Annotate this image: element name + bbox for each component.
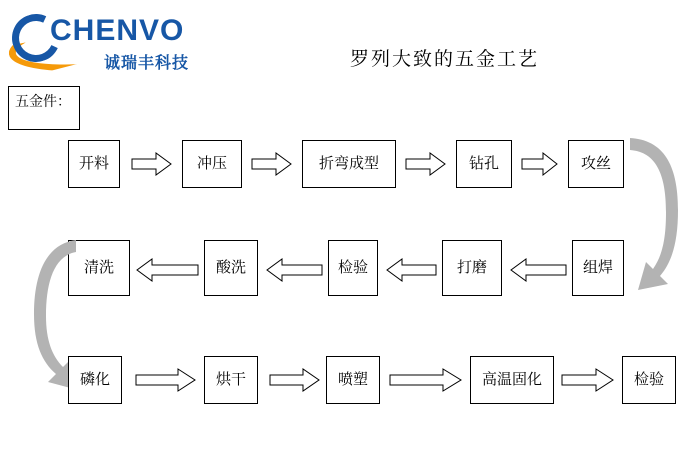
legend-label: 五金件： — [15, 94, 71, 110]
node-label: 检验 — [337, 258, 368, 277]
arrow-right-icon — [522, 152, 558, 176]
process-node-honggan[interactable] — [204, 356, 258, 404]
arrow-right-icon — [406, 152, 446, 176]
node-label: 烘干 — [215, 370, 246, 389]
logo-brand-cn-text: 诚瑞丰科技 — [104, 53, 190, 72]
node-label: 开料 — [78, 154, 109, 173]
node-label: 高温固化 — [481, 370, 542, 389]
logo-brand-text: CHENVO — [50, 14, 185, 47]
page-title: 罗列大致的五金工艺 — [350, 48, 540, 70]
node-label: 打磨 — [456, 258, 487, 277]
process-node-jianyan-1[interactable] — [328, 240, 378, 296]
process-node-gaowenguhua[interactable] — [470, 356, 554, 404]
company-logo — [8, 8, 244, 70]
node-label: 折弯成型 — [318, 154, 379, 173]
arrow-left-icon — [136, 258, 198, 282]
node-label: 酸洗 — [215, 258, 246, 277]
process-node-kailiao[interactable] — [68, 140, 120, 188]
arrow-right-icon — [390, 368, 462, 392]
arrow-right-icon — [562, 368, 614, 392]
process-node-linhua[interactable] — [68, 356, 122, 404]
node-label: 组焊 — [582, 258, 613, 277]
node-label: 冲压 — [196, 154, 227, 173]
arrow-left-icon — [266, 258, 322, 282]
arrow-right-icon — [132, 152, 172, 176]
process-node-zuankong[interactable] — [456, 140, 512, 188]
process-node-chongya[interactable] — [182, 140, 242, 188]
arrow-right-icon — [270, 368, 320, 392]
legend-box — [8, 86, 80, 130]
node-label: 喷塑 — [337, 370, 368, 389]
process-node-jianyan-2[interactable] — [622, 356, 676, 404]
arrow-left-icon — [386, 258, 436, 282]
node-label: 钻孔 — [468, 154, 499, 173]
row1-to-row2-curve — [616, 138, 682, 298]
process-node-pensu[interactable] — [326, 356, 380, 404]
node-label: 检验 — [633, 370, 664, 389]
node-label: 磷化 — [79, 370, 110, 389]
process-node-suanxi[interactable] — [204, 240, 258, 296]
arrow-right-icon — [252, 152, 292, 176]
process-node-dama[interactable] — [442, 240, 502, 296]
process-node-zhewanchengxing[interactable] — [302, 140, 396, 188]
arrow-right-icon — [136, 368, 196, 392]
node-label: 攻丝 — [580, 154, 611, 173]
arrow-left-icon — [510, 258, 566, 282]
process-node-zuhan[interactable] — [572, 240, 624, 296]
node-label: 清洗 — [83, 258, 114, 277]
